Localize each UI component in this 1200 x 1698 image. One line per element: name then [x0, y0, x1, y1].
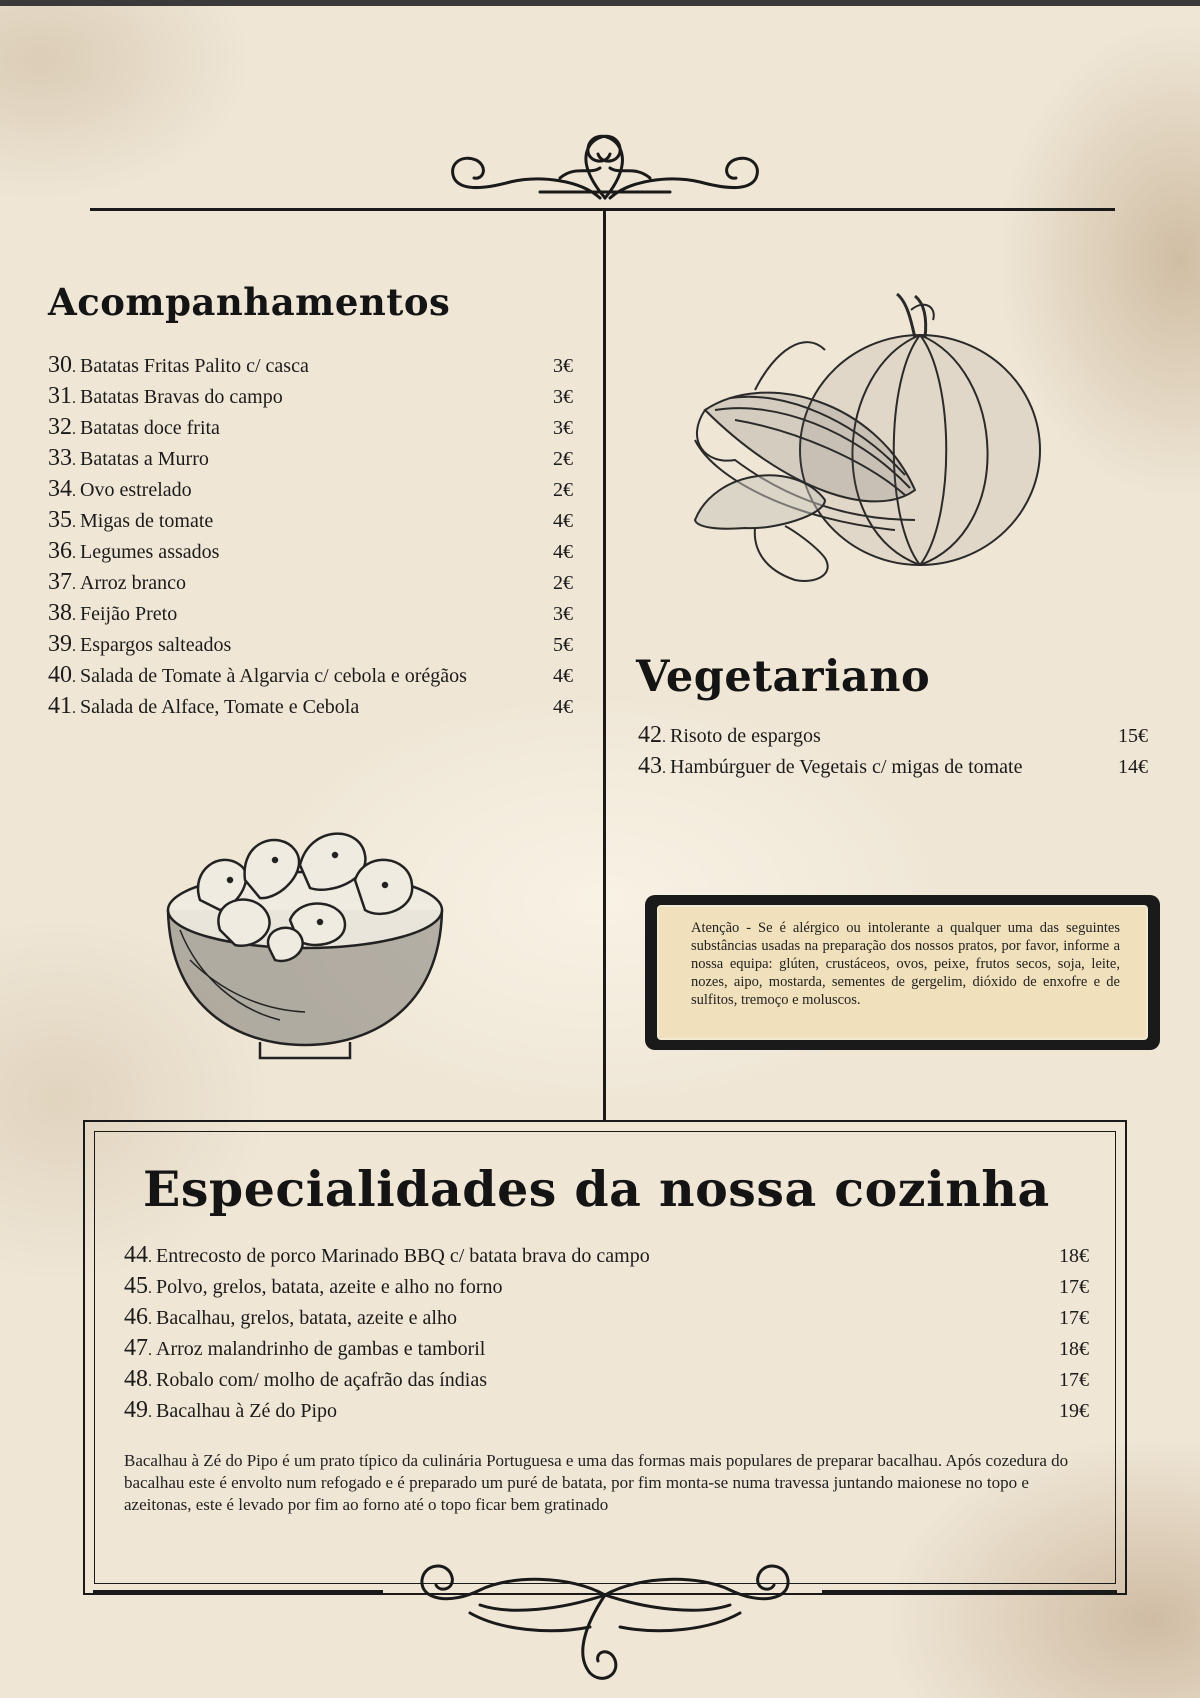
- menu-item: 35. Migas de tomate 4€: [48, 507, 573, 533]
- item-price: 3€: [553, 355, 573, 377]
- item-price: 19€: [1059, 1400, 1089, 1422]
- item-price: 2€: [553, 572, 573, 594]
- menu-item: 48. Robalo com/ molho de açafrão das índias 17€: [124, 1366, 1089, 1392]
- item-name: Espargos salteados: [80, 634, 232, 656]
- item-number: 30: [48, 352, 72, 378]
- item-number: 46: [124, 1304, 148, 1330]
- menu-item: 41. Salada de Alface, Tomate e Cebola 4€: [48, 693, 573, 719]
- item-price: 3€: [553, 417, 573, 439]
- item-number: 31: [48, 383, 72, 409]
- allergy-notice-text: Atenção - Se é alérgico ou intolerante a qualquer uma das seguintes substâncias usadas na preparação dos nossos pratos, por favor, informe a nossa equipa: glúten, crustáceos, ovos, peixe, frutos secos, soja, leite, nozes, aipo, mostarda, sementes de gergelim, dióxido de enxofre e de sulfitos, tremoço e moluscos.: [691, 920, 1120, 1008]
- menu-item: 37. Arroz branco 2€: [48, 569, 573, 595]
- item-name: Salada de Alface, Tomate e Cebola: [80, 696, 360, 718]
- item-name: Entrecosto de porco Marinado BBQ c/ batata brava do campo: [156, 1245, 650, 1267]
- item-name: Arroz branco: [80, 572, 187, 594]
- item-price: 4€: [553, 696, 573, 718]
- item-price: 17€: [1059, 1307, 1089, 1329]
- menu-item: 46. Bacalhau, grelos, batata, azeite e alho 17€: [124, 1304, 1089, 1330]
- item-price: 18€: [1059, 1245, 1089, 1267]
- item-name: Hambúrguer de Vegetais c/ migas de tomate: [670, 756, 1023, 778]
- item-number: 47: [124, 1335, 148, 1361]
- chips-bowl-sketch: [160, 810, 450, 1060]
- item-number: 48: [124, 1366, 148, 1392]
- item-name: Feijão Preto: [80, 603, 178, 625]
- top-border: [0, 0, 1200, 6]
- item-price: 2€: [553, 479, 573, 501]
- allergy-notice-panel: [657, 905, 1148, 1040]
- section-title-especialidades: Especialidades da nossa cozinha: [143, 1160, 1050, 1218]
- item-name: Batatas a Murro: [80, 448, 209, 470]
- item-name: Polvo, grelos, batata, azeite e alho no forno: [156, 1276, 503, 1298]
- menu-item: 34. Ovo estrelado 2€: [48, 476, 573, 502]
- allergy-notice-frame: [645, 895, 1160, 1050]
- menu-item: 49. Bacalhau à Zé do Pipo 19€: [124, 1397, 1089, 1423]
- item-price: 14€: [1118, 756, 1148, 778]
- item-price: 2€: [553, 448, 573, 470]
- menu-item: 30. Batatas Fritas Palito c/ casca 3€: [48, 352, 573, 378]
- item-name: Legumes assados: [80, 541, 220, 563]
- vegetariano-list: [638, 722, 1148, 784]
- center-divider: [603, 208, 606, 1120]
- menu-item: 40. Salada de Tomate à Algarvia c/ cebola e orégãos 4€: [48, 662, 573, 688]
- item-name: Bacalhau à Zé do Pipo: [156, 1400, 338, 1422]
- menu-item: 39. Espargos salteados 5€: [48, 631, 573, 657]
- menu-item: 47. Arroz malandrinho de gambas e tamboril 18€: [124, 1335, 1089, 1361]
- item-number: 44: [124, 1242, 148, 1268]
- item-price: 4€: [553, 541, 573, 563]
- menu-item: 38. Feijão Preto 3€: [48, 600, 573, 626]
- item-name: Batatas doce frita: [80, 417, 220, 439]
- item-number: 34: [48, 476, 72, 502]
- section-title-vegetariano: Vegetariano: [636, 652, 931, 702]
- item-name: Batatas Bravas do campo: [80, 386, 283, 408]
- scroll-ornament-top: [440, 120, 770, 210]
- item-number: 33: [48, 445, 72, 471]
- menu-item: 31. Batatas Bravas do campo 3€: [48, 383, 573, 409]
- item-name: Batatas Fritas Palito c/ casca: [80, 355, 309, 377]
- item-number: 36: [48, 538, 72, 564]
- item-number: 42: [638, 722, 662, 748]
- menu-item: 43. Hambúrguer de Vegetais c/ migas de tomate 14€: [638, 753, 1148, 779]
- menu-item: 44. Entrecosto de porco Marinado BBQ c/ batata brava do campo 18€: [124, 1242, 1089, 1268]
- bottom-rule-left: [93, 1590, 383, 1594]
- item-name: Salada de Tomate à Algarvia c/ cebola e orégãos: [80, 665, 467, 687]
- section-title-acompanhamentos: Acompanhamentos: [48, 280, 451, 324]
- item-number: 43: [638, 753, 662, 779]
- scroll-ornament-bottom: [410, 1555, 800, 1685]
- item-number: 49: [124, 1397, 148, 1423]
- item-number: 45: [124, 1273, 148, 1299]
- item-price: 17€: [1059, 1369, 1089, 1391]
- item-number: 39: [48, 631, 72, 657]
- bottom-rule-right: [822, 1590, 1117, 1594]
- menu-item: 42. Risoto de espargos 15€: [638, 722, 1148, 748]
- item-price: 4€: [553, 510, 573, 532]
- item-name: Bacalhau, grelos, batata, azeite e alho: [156, 1307, 457, 1329]
- item-name: Migas de tomate: [80, 510, 214, 532]
- menu-item: 33. Batatas a Murro 2€: [48, 445, 573, 471]
- item-number: 38: [48, 600, 72, 626]
- acompanhamentos-list: [48, 352, 573, 724]
- item-number: 37: [48, 569, 72, 595]
- menu-item: 36. Legumes assados 4€: [48, 538, 573, 564]
- item-price: 5€: [553, 634, 573, 656]
- vegetables-sketch: [675, 290, 1055, 600]
- item-name: Ovo estrelado: [80, 479, 192, 501]
- item-price: 18€: [1059, 1338, 1089, 1360]
- item-number: 40: [48, 662, 72, 688]
- menu-item: 32. Batatas doce frita 3€: [48, 414, 573, 440]
- item-name: Robalo com/ molho de açafrão das índias: [156, 1369, 488, 1391]
- item-name: Arroz malandrinho de gambas e tamboril: [156, 1338, 486, 1360]
- item-price: 4€: [553, 665, 573, 687]
- menu-item: 45. Polvo, grelos, batata, azeite e alho no forno 17€: [124, 1273, 1089, 1299]
- item-number: 32: [48, 414, 72, 440]
- item-number: 35: [48, 507, 72, 533]
- item-price: 15€: [1118, 725, 1148, 747]
- especialidades-description: Bacalhau à Zé do Pipo é um prato típico da culinária Portuguesa e uma das formas mais populares de preparar bacalhau. Após cozedura do bacalhau este é envolto num refogado e é preparado um puré de batata, por fim monta-se numa travessa juntando maionese no topo e azeitonas, este é levado por fim ao forno até o topo ficar bem gratinado: [124, 1451, 1069, 1514]
- item-number: 41: [48, 693, 72, 719]
- item-name: Risoto de espargos: [670, 725, 821, 747]
- item-price: 3€: [553, 386, 573, 408]
- especialidades-list: [124, 1242, 1089, 1428]
- item-price: 3€: [553, 603, 573, 625]
- item-price: 17€: [1059, 1276, 1089, 1298]
